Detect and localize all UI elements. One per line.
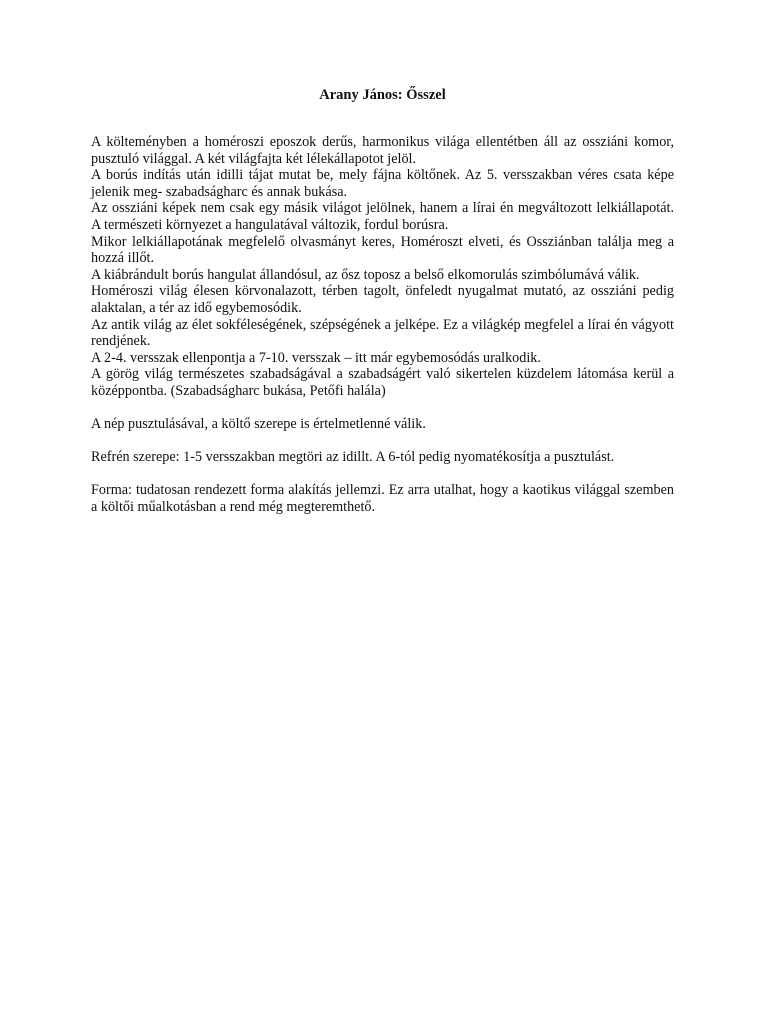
document-page (91, 86, 674, 515)
paragraph: A görög világ természetes szabadságával a szabadságért való sikertelen küzdelem látomása kerül a középpontba. (Szabadságharc bukása, Petőfi halála) (91, 366, 674, 399)
paragraph: A kiábrándult borús hangulat állandósul, az ősz toposz a belső elkomorulás szimbólumává válik. (91, 266, 640, 283)
paragraph: Az antik világ az élet sokféleségének, szépségének a jelképe. Ez a világkép megfelel a lírai én vágyott rendjének. (91, 316, 674, 350)
paragraph: Homéroszi világ élesen körvonalazott, térben tagolt, önfeledt nyugalmat mutató, az ossziáni pedig alaktalan, a tér az idő egybemosódik. (91, 283, 674, 316)
paragraph: A költeményben a homéroszi eposzok derűs, harmonikus világa ellentétben áll az ossziáni komor, pusztuló világgal. A két világfajta két lélekállapotot jelöl. (91, 134, 674, 167)
paragraph: Mikor lelkiállapotának megfelelő olvasmányt keres, Homéroszt elveti, és Osszіánban találja meg a hozzá illőt. (91, 233, 674, 267)
paragraph: A 2-4. versszak ellenpontja a 7-10. versszak – itt már egybemosódás uralkodik. (91, 349, 541, 366)
document-title: Arany János: Ősszel (319, 87, 446, 103)
paragraph: Refrén szerepe: 1-5 versszakban megtöri az idillt. A 6-tól pedig nyomatékosítja a pusztulást. (91, 449, 615, 466)
paragraph: A borús indítás után idilli tájat mutat be, mely fájna költőnek. Az 5. versszakban véres csata képe jelenik meg- szabadságharc és annak bukása. (91, 167, 674, 200)
paragraph: Az ossziáni képek nem csak egy másik világot jelölnek, hanem a lírai én megváltozott lelkiállapotát. A természeti környezet a hangulatával változik, fordul borúsra. (91, 200, 674, 233)
paragraph: Forma: tudatosan rendezett forma alakítás jellemzi. Ez arra utalhat, hogy a kaotikus világgal szemben a költői műalkotásban a rend még megteremthető. (91, 482, 674, 515)
paragraph: A nép pusztulásával, a költő szerepe is értelmetlenné válik. (91, 416, 426, 432)
